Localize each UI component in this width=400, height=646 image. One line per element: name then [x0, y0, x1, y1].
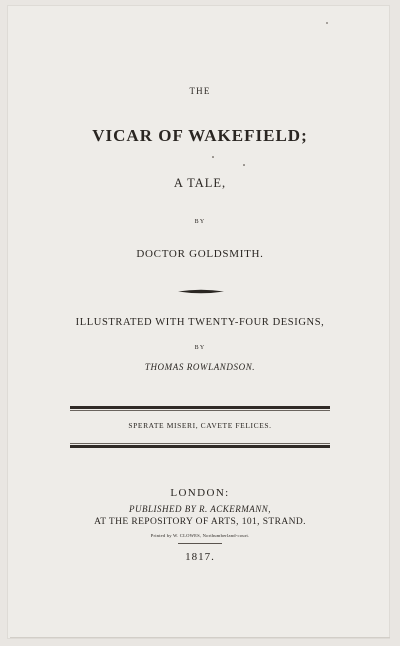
imprint-publisher: PUBLISHED BY R. ACKERMANN,: [128, 504, 272, 514]
paper-speck: [212, 156, 214, 158]
title-article: THE: [189, 86, 211, 96]
thin-rule-bottom: [70, 443, 330, 444]
imprint-city: LONDON:: [170, 487, 230, 499]
thick-rule-bottom: [70, 445, 330, 448]
thin-rule-top: [70, 410, 330, 411]
author-name: DOCTOR GOLDSMITH.: [136, 248, 264, 260]
illustration-statement: ILLUSTRATED WITH TWENTY-FOUR DESIGNS,: [75, 317, 325, 328]
imprint-short-rule: [178, 543, 222, 544]
sheet-bottom-edge: [10, 637, 390, 638]
by-author-label: BY: [194, 219, 206, 225]
paper-speck: [326, 22, 328, 24]
thick-rule-top: [70, 406, 330, 409]
epigraph-motto: SPERATE MISERI, CAVETE FELICES.: [128, 421, 272, 430]
by-illustrator-label: BY: [194, 345, 206, 351]
publication-year: 1817.: [185, 551, 215, 563]
imprint-repository: AT THE REPOSITORY OF ARTS, 101, STRAND.: [94, 517, 306, 527]
book-title: VICAR OF WAKEFIELD;: [92, 126, 308, 145]
illustrator-name: THOMAS ROWLANDSON.: [144, 362, 256, 372]
printer-credit: Printed by W. CLOWES, Northumberland-court.: [150, 533, 250, 538]
paper-speck: [243, 164, 245, 166]
ornamental-swell-rule: [178, 289, 224, 294]
book-subtitle: A TALE,: [173, 176, 227, 190]
